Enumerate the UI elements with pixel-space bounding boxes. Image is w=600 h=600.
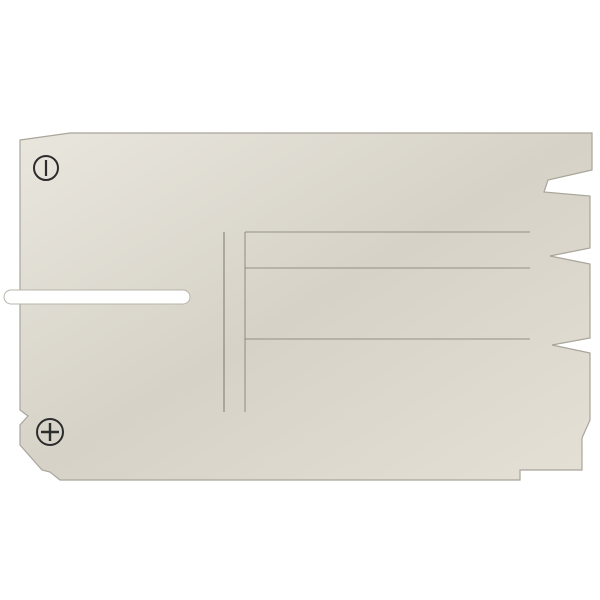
gauge-slot	[4, 290, 190, 304]
gauge-body	[20, 133, 592, 480]
